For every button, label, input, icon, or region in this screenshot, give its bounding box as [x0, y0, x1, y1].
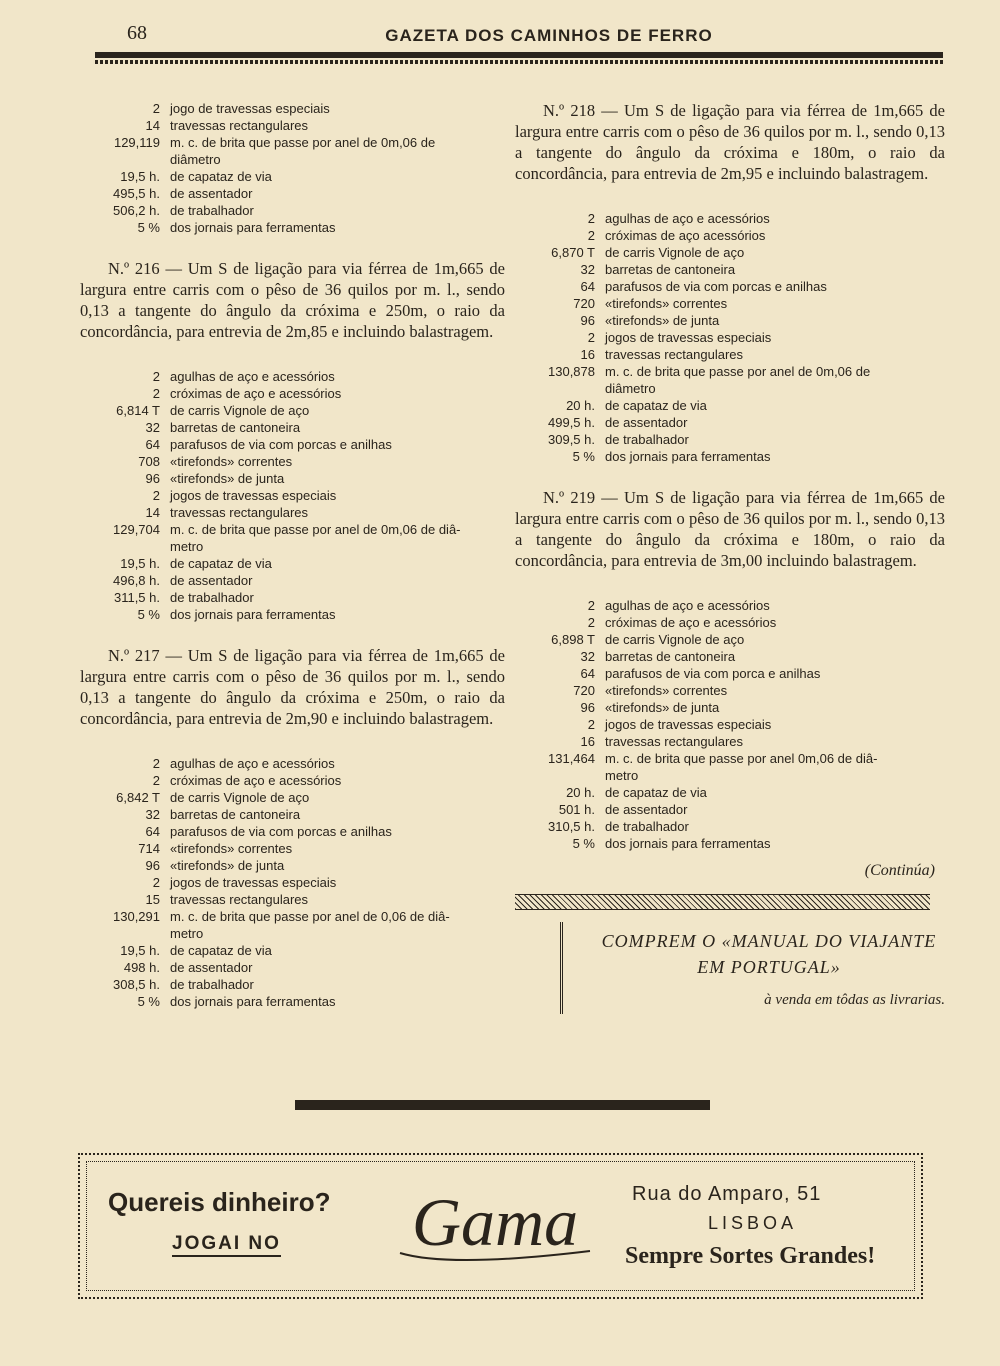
list-item — [80, 402, 505, 419]
left-column — [80, 100, 505, 1010]
item-quantity: 501 h. — [558, 802, 595, 817]
item-description: jogos de travessas especiais — [170, 875, 337, 890]
item-quantity: 2 — [152, 369, 160, 384]
right-column — [515, 100, 945, 1014]
article-216: N.º 216 — Um S de ligação para via férrea de 1m,665 de largura entre carris com o pêso de 36 quilos por m. l., sendo 0,13 a tangente do ângulo da cróxima e 250m, o raio da concordância, para entrevia de 2m,85 e incluindo balastragem. — [80, 259, 505, 341]
list-item — [515, 278, 945, 295]
list-item — [515, 733, 945, 750]
item-description: jogos de travessas especiais — [605, 717, 772, 732]
item-quantity: 311,5 h. — [113, 590, 160, 605]
item-description: parafusos de via com porcas e anilhas — [605, 279, 827, 294]
item-quantity: 496,8 h. — [113, 573, 160, 588]
item-description: m. c. de brita que passe por anel de 0m,06 de — [170, 135, 436, 150]
item-quantity: 130,878 — [548, 364, 595, 379]
list-item — [515, 665, 945, 682]
item-quantity: 16 — [580, 347, 595, 362]
item-quantity: 2 — [152, 101, 160, 116]
item-description: «tirefonds» de junta — [170, 471, 285, 486]
item-quantity: 499,5 h. — [548, 415, 595, 430]
item-quantity: 5 % — [137, 994, 160, 1009]
journal-title: GAZETA DOS CAMINHOS DE FERRO — [385, 26, 713, 45]
list-item — [515, 801, 945, 818]
advert-title: COMPREM O «MANUAL DO VIAJANTE EM PORTUGAL» — [601, 931, 937, 977]
item-description: travessas rectangulares — [170, 118, 309, 133]
list-item — [515, 261, 945, 278]
item-quantity: 2 — [587, 717, 595, 732]
article-219: N.º 219 — Um S de ligação para via férrea de 1m,665 de largura entre carris com o pêso de 36 quilos por m. l., sendo 0,13 a tangente do ângulo da cróxima e 180m, o raio da concordância, para entrevia de 3m,00 incluindo balastragem. — [515, 488, 945, 570]
item-description: de capataz de via — [170, 169, 272, 184]
list-item — [515, 835, 945, 852]
item-description: de capataz de via — [605, 398, 707, 413]
item-description: dos jornais para ferramentas — [170, 220, 336, 235]
item-description: cróximas de aço e acessórios — [605, 615, 777, 630]
list-item — [80, 100, 505, 117]
item-description: jogos de travessas especiais — [170, 488, 337, 503]
item-quantity: 19,5 h. — [120, 556, 160, 571]
list-item — [515, 312, 945, 329]
item-description: de carris Vignole de aço — [170, 790, 310, 805]
item-description: m. c. de brita que passe por anel de 0m,06 de — [605, 364, 871, 379]
item-description: cróximas de aço acessórios — [605, 228, 766, 243]
item-quantity: 708 — [138, 454, 160, 469]
article-217: N.º 217 — Um S de ligação para via férrea de 1m,665 de largura entre carris com o pêso de 36 quilos por m. l., sendo 0,13 a tangente do ângulo da cróxima e 250m, o raio da concordância, para entrevia de 2m,90 e incluindo balastragem. — [80, 646, 505, 728]
list-item — [515, 295, 945, 312]
item-quantity: 19,5 h. — [120, 943, 160, 958]
item-quantity: 129,119 — [113, 135, 160, 150]
list-item — [515, 631, 945, 648]
list-item — [515, 699, 945, 716]
item-description: agulhas de aço e acessórios — [170, 756, 335, 771]
list-item — [80, 151, 505, 168]
item-quantity: 64 — [145, 824, 160, 839]
list-item — [80, 385, 505, 402]
item-quantity: 720 — [573, 683, 595, 698]
item-quantity: 19,5 h. — [120, 169, 160, 184]
banner-address: Rua do Amparo, 51 — [632, 1183, 822, 1205]
item-quantity: 32 — [145, 807, 160, 822]
item-description: agulhas de aço e acessórios — [605, 211, 770, 226]
item-quantity: 2 — [587, 228, 595, 243]
item-quantity: 16 — [580, 734, 595, 749]
list-item — [80, 857, 505, 874]
header-rule — [95, 52, 943, 58]
item-description: dos jornais para ferramentas — [170, 607, 336, 622]
continued-note: (Continúa) — [864, 862, 935, 879]
list-item — [80, 487, 505, 504]
list-item — [515, 397, 945, 414]
list-item — [80, 959, 505, 976]
item-quantity — [80, 538, 170, 555]
item-description: agulhas de aço e acessórios — [170, 369, 335, 384]
item-quantity: 14 — [145, 118, 160, 133]
item-quantity: 15 — [145, 892, 160, 907]
list-item — [80, 419, 505, 436]
item-description: travessas rectangulares — [605, 347, 744, 362]
item-quantity: 32 — [580, 262, 595, 277]
item-quantity: 720 — [573, 296, 595, 311]
manual-advert — [560, 922, 945, 1014]
list-item — [515, 784, 945, 801]
item-description: de capataz de via — [605, 785, 707, 800]
item-quantity: 20 h. — [566, 398, 595, 413]
list-item — [80, 976, 505, 993]
item-description: de carris Vignole de aço — [605, 245, 745, 260]
gama-logo — [390, 1173, 610, 1273]
list-item — [80, 840, 505, 857]
item-description: «tirefonds» correntes — [170, 841, 293, 856]
item-quantity: 2 — [152, 756, 160, 771]
item-description: de assentador — [605, 802, 688, 817]
item-quantity: 64 — [145, 437, 160, 452]
list-item — [80, 942, 505, 959]
item-description: metro — [170, 926, 204, 941]
item-description: de assentador — [170, 573, 253, 588]
item-description: de trabalhador — [170, 977, 254, 992]
item-description: diâmetro — [605, 381, 656, 396]
item-description: diâmetro — [170, 152, 221, 167]
item-quantity — [80, 151, 170, 168]
item-quantity: 498 h. — [123, 960, 160, 975]
item-description: cróximas de aço e acessórios — [170, 773, 342, 788]
item-description: travessas rectangulares — [170, 505, 309, 520]
list-item — [80, 823, 505, 840]
header-rule-dotted — [95, 60, 943, 64]
item-description: metro — [170, 539, 204, 554]
item-description: de trabalhador — [605, 819, 689, 834]
item-description: «tirefonds» de junta — [605, 700, 720, 715]
section-divider — [295, 1100, 710, 1110]
item-quantity: 96 — [145, 858, 160, 873]
item-description: «tirefonds» de junta — [605, 313, 720, 328]
item-quantity: 32 — [145, 420, 160, 435]
list-item — [80, 874, 505, 891]
list-item — [80, 185, 505, 202]
item-description: dos jornais para ferramentas — [170, 994, 336, 1009]
list-item — [80, 219, 505, 236]
item-quantity: 96 — [145, 471, 160, 486]
item-quantity: 5 % — [137, 607, 160, 622]
item-quantity: 6,842 T — [116, 790, 160, 805]
list-item — [515, 363, 945, 380]
item-description: de assentador — [170, 960, 253, 975]
item-quantity: 64 — [580, 279, 595, 294]
banner-call-to-action: JOGAI NO — [172, 1233, 281, 1257]
item-description: de trabalhador — [605, 432, 689, 447]
list-item — [515, 448, 945, 465]
item-description: travessas rectangulares — [605, 734, 744, 749]
item-description: m. c. de brita que passe por anel 0m,06 de diâ- — [605, 751, 878, 766]
advert-subtitle: à venda em tôdas as livrarias. — [764, 992, 945, 1008]
item-description: barretas de cantoneira — [605, 262, 736, 277]
item-description: de trabalhador — [170, 590, 254, 605]
item-description: «tirefonds» correntes — [170, 454, 293, 469]
list-item — [515, 227, 945, 244]
list-item — [515, 346, 945, 363]
item-description: parafusos de via com porcas e anilhas — [170, 437, 392, 452]
list-item — [80, 755, 505, 772]
item-description: de assentador — [605, 415, 688, 430]
item-description: de capataz de via — [170, 556, 272, 571]
banner-headline: Quereis dinheiro? — [108, 1187, 331, 1217]
item-quantity: 308,5 h. — [113, 977, 160, 992]
list-item — [80, 202, 505, 219]
item-list — [80, 100, 505, 236]
list-item — [515, 244, 945, 261]
list-item — [515, 597, 945, 614]
item-quantity: 96 — [580, 700, 595, 715]
item-quantity: 64 — [580, 666, 595, 681]
brand-name: Gama — [411, 1184, 579, 1260]
item-description: cróximas de aço e acessórios — [170, 386, 342, 401]
item-description: barretas de cantoneira — [170, 807, 301, 822]
item-quantity: 2 — [587, 615, 595, 630]
item-description: barretas de cantoneira — [170, 420, 301, 435]
list-item — [515, 431, 945, 448]
item-quantity: 714 — [138, 841, 160, 856]
item-list-216 — [80, 368, 505, 623]
item-quantity: 2 — [587, 330, 595, 345]
item-quantity: 5 % — [572, 836, 595, 851]
item-description: «tirefonds» correntes — [605, 296, 728, 311]
item-quantity: 2 — [152, 386, 160, 401]
item-description: de assentador — [170, 186, 253, 201]
item-description: dos jornais para ferramentas — [605, 449, 771, 464]
item-quantity: 129,704 — [113, 522, 160, 537]
item-description: «tirefonds» correntes — [605, 683, 728, 698]
list-item — [80, 134, 505, 151]
item-quantity: 2 — [152, 488, 160, 503]
list-item — [80, 772, 505, 789]
list-item — [80, 908, 505, 925]
list-item — [515, 750, 945, 767]
page-number: 68 — [127, 22, 147, 44]
article-218: N.º 218 — Um S de ligação para via férrea de 1m,665 de largura entre carris com o pêso de 36 quilos por m. l., sendo 0,13 a tangente do ângulo da cróxima e 180m, o raio da concordância, para entrevia de 2m,95 e incluindo balastragem. — [515, 101, 945, 183]
list-item — [515, 716, 945, 733]
hatched-divider — [515, 894, 930, 910]
item-quantity: 310,5 h. — [548, 819, 595, 834]
list-item — [80, 589, 505, 606]
item-description: travessas rectangulares — [170, 892, 309, 907]
list-item — [80, 538, 505, 555]
item-description: de carris Vignole de aço — [605, 632, 745, 647]
list-item — [80, 572, 505, 589]
item-description: de trabalhador — [170, 203, 254, 218]
item-quantity: 20 h. — [566, 785, 595, 800]
item-quantity: 14 — [145, 505, 160, 520]
item-description: agulhas de aço e acessórios — [605, 598, 770, 613]
list-item — [515, 614, 945, 631]
item-quantity: 6,870 T — [551, 245, 595, 260]
item-list-217 — [80, 755, 505, 1010]
list-item — [80, 606, 505, 623]
item-list-219 — [515, 597, 945, 852]
list-item — [515, 210, 945, 227]
item-description: «tirefonds» de junta — [170, 858, 285, 873]
list-item — [515, 414, 945, 431]
item-quantity — [515, 380, 605, 397]
item-quantity: 2 — [587, 598, 595, 613]
list-item — [80, 891, 505, 908]
item-list-218 — [515, 210, 945, 465]
list-item — [80, 789, 505, 806]
item-description: de carris Vignole de aço — [170, 403, 310, 418]
list-item — [80, 504, 505, 521]
list-item — [515, 329, 945, 346]
list-item — [80, 555, 505, 572]
item-description: parafusos de via com porca e anilhas — [605, 666, 821, 681]
list-item — [80, 806, 505, 823]
banner-city: LISBOA — [708, 1213, 798, 1233]
item-description: m. c. de brita que passe por anel de 0m,06 de diâ- — [170, 522, 461, 537]
list-item — [80, 436, 505, 453]
list-item — [80, 993, 505, 1010]
list-item — [515, 380, 945, 397]
item-description: de capataz de via — [170, 943, 272, 958]
item-quantity — [80, 925, 170, 942]
item-description: metro — [605, 768, 639, 783]
list-item — [80, 168, 505, 185]
list-item — [515, 767, 945, 784]
item-quantity: 131,464 — [548, 751, 595, 766]
item-quantity: 2 — [152, 875, 160, 890]
item-quantity: 5 % — [137, 220, 160, 235]
list-item — [80, 521, 505, 538]
item-quantity: 506,2 h. — [113, 203, 160, 218]
item-description: m. c. de brita que passe por anel de 0,06 de diâ- — [170, 909, 450, 924]
item-quantity — [515, 767, 605, 784]
item-quantity: 5 % — [572, 449, 595, 464]
item-description: parafusos de via com porcas e anilhas — [170, 824, 392, 839]
page-header — [95, 22, 943, 70]
item-quantity: 495,5 h. — [113, 186, 160, 201]
list-item — [80, 925, 505, 942]
list-item — [80, 470, 505, 487]
list-item — [515, 818, 945, 835]
list-item — [80, 117, 505, 134]
item-quantity: 2 — [587, 211, 595, 226]
item-description: dos jornais para ferramentas — [605, 836, 771, 851]
item-quantity: 130,291 — [113, 909, 160, 924]
item-quantity: 32 — [580, 649, 595, 664]
list-item — [80, 453, 505, 470]
item-description: jogos de travessas especiais — [605, 330, 772, 345]
item-quantity: 2 — [152, 773, 160, 788]
item-quantity: 96 — [580, 313, 595, 328]
lottery-banner — [78, 1153, 923, 1299]
list-item — [80, 368, 505, 385]
list-item — [515, 648, 945, 665]
item-description: barretas de cantoneira — [605, 649, 736, 664]
item-description: jogo de travessas especiais — [170, 101, 330, 116]
item-quantity: 6,898 T — [551, 632, 595, 647]
banner-slogan: Sempre Sortes Grandes! — [625, 1243, 876, 1269]
item-quantity: 309,5 h. — [548, 432, 595, 447]
list-item — [515, 682, 945, 699]
item-quantity: 6,814 T — [116, 403, 160, 418]
